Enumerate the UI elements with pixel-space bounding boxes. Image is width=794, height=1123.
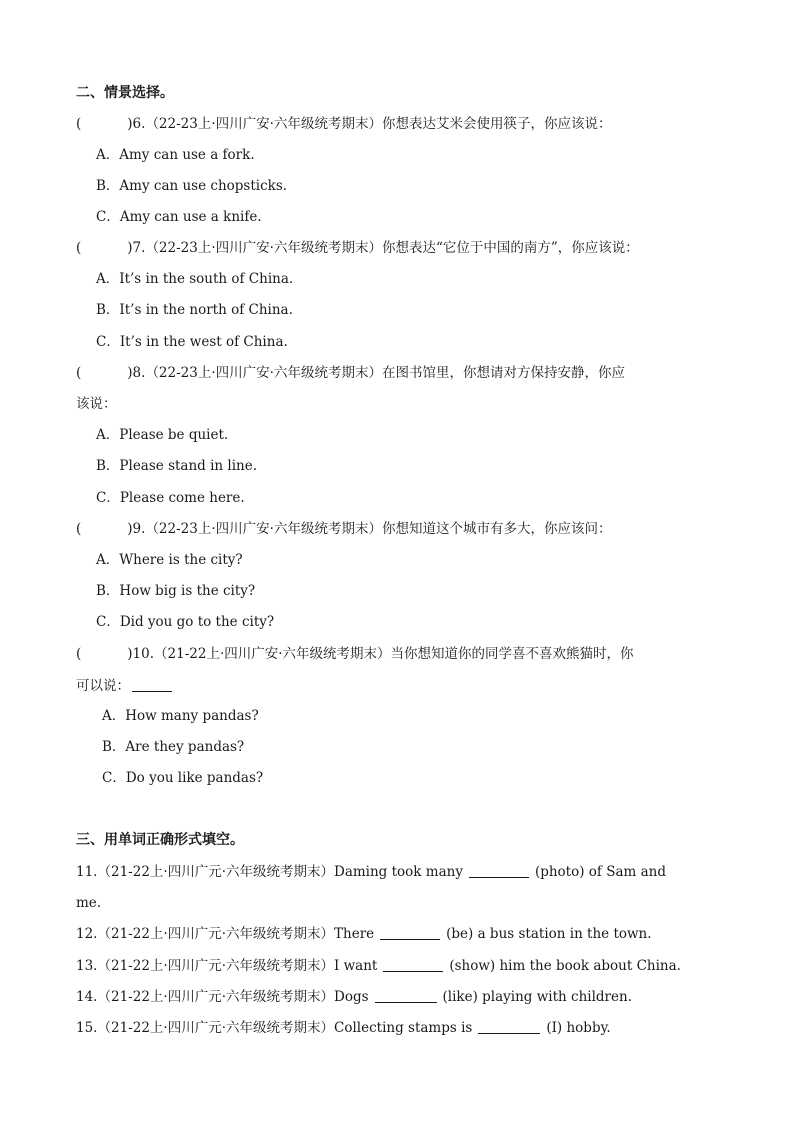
question-source: （22-23上·四川广安·六年级统考期末） <box>145 240 382 256</box>
option-b: B．Are they pandas? <box>102 739 245 755</box>
question-10 <box>76 644 634 664</box>
question-source: （21-22上·四川广元·六年级统考期末） <box>97 864 334 880</box>
fill-blank[interactable] <box>380 925 440 940</box>
option-b: B．Please stand in line. <box>96 458 258 474</box>
option-c: C．Please come here. <box>96 490 245 506</box>
question-9 <box>76 519 611 539</box>
option-a: A．Amy can use a fork. <box>96 147 255 163</box>
word-hint: (I) hobby. <box>546 1020 611 1036</box>
answer-paren-open: ( <box>76 116 82 132</box>
answer-paren-open: ( <box>76 365 82 381</box>
question-prompt: 在图书馆里，你想请对方保持安静，你应 <box>381 365 625 381</box>
question-15 <box>76 1018 611 1038</box>
question-source: （22-23上·四川广安·六年级统考期末） <box>145 521 382 537</box>
question-number: 12. <box>76 926 98 942</box>
option-b: B．Amy can use chopsticks. <box>96 178 288 194</box>
answer-paren-open: ( <box>76 240 82 256</box>
question-text: There <box>334 926 375 942</box>
section-3-heading: 三、用单词正确形式填空。 <box>76 832 244 848</box>
question-12 <box>76 924 652 944</box>
question-prompt: 你想知道这个城市有多大，你应该问： <box>381 521 612 537</box>
question-number: )10. <box>127 646 155 662</box>
option-a: A．Where is the city? <box>96 552 243 568</box>
section-2-heading: 二、情景选择。 <box>76 85 174 101</box>
question-prompt-continued: 该说： <box>76 396 117 412</box>
option-a: A．It’s in the south of China. <box>96 271 294 287</box>
option-b: B．It’s in the north of China. <box>96 302 293 318</box>
question-7 <box>76 238 639 258</box>
fill-blank[interactable] <box>478 1019 540 1034</box>
question-number: 11. <box>76 864 98 880</box>
question-13 <box>76 956 681 976</box>
question-prompt: 你想表达艾米会使用筷子，你应该说： <box>381 116 612 132</box>
option-a: A．Please be quiet. <box>96 427 229 443</box>
question-number: )9. <box>127 521 146 537</box>
question-text: I want <box>334 958 378 974</box>
question-text: Daming took many <box>334 864 463 880</box>
question-source: （21-22上·四川广元·六年级统考期末） <box>97 926 334 942</box>
option-c: C．Do you like pandas? <box>102 770 264 786</box>
question-number: )8. <box>127 365 146 381</box>
question-6 <box>76 114 611 134</box>
question-text: Dogs <box>334 989 369 1005</box>
word-hint: (be) a bus station in the town. <box>446 926 652 942</box>
question-number: 13. <box>76 958 98 974</box>
question-text: Collecting stamps is <box>334 1020 473 1036</box>
question-source: （21-22上·四川广元·六年级统考期末） <box>97 1020 334 1036</box>
answer-paren-open: ( <box>76 646 82 662</box>
fill-blank[interactable] <box>383 957 443 972</box>
question-source: （21-22上·四川广元·六年级统考期末） <box>97 989 334 1005</box>
question-number: 14. <box>76 989 98 1005</box>
option-a: A．How many pandas? <box>102 708 259 724</box>
prompt-continued-text: 可以说： <box>76 678 130 694</box>
word-hint: (show) him the book about China. <box>449 958 681 974</box>
question-number: )6. <box>127 116 146 132</box>
fill-blank[interactable] <box>132 677 172 692</box>
question-11 <box>76 862 666 882</box>
question-source: （22-23上·四川广安·六年级统考期末） <box>145 116 382 132</box>
fill-blank[interactable] <box>375 988 437 1003</box>
question-source: （21-22上·四川广安·六年级统考期末） <box>154 646 391 662</box>
question-14 <box>76 987 632 1007</box>
question-source: （22-23上·四川广安·六年级统考期末） <box>145 365 382 381</box>
question-8 <box>76 363 625 383</box>
question-number: 15. <box>76 1020 98 1036</box>
word-hint: (photo) of Sam and <box>534 864 666 880</box>
option-c: C．Amy can use a knife. <box>96 209 262 225</box>
question-prompt-continued <box>76 676 178 696</box>
question-text-continued: me. <box>76 895 102 911</box>
question-prompt: 你想表达“它位于中国的南方”，你应该说： <box>381 240 639 256</box>
option-b: B．How big is the city? <box>96 583 256 599</box>
question-number: )7. <box>127 240 146 256</box>
word-hint: (like) playing with children. <box>442 989 632 1005</box>
question-prompt: 当你想知道你的同学喜不喜欢熊猫时，你 <box>390 646 634 662</box>
fill-blank[interactable] <box>469 863 529 878</box>
question-source: （21-22上·四川广元·六年级统考期末） <box>97 958 334 974</box>
answer-paren-open: ( <box>76 521 82 537</box>
option-c: C．Did you go to the city? <box>96 614 275 630</box>
option-c: C．It’s in the west of China. <box>96 334 288 350</box>
